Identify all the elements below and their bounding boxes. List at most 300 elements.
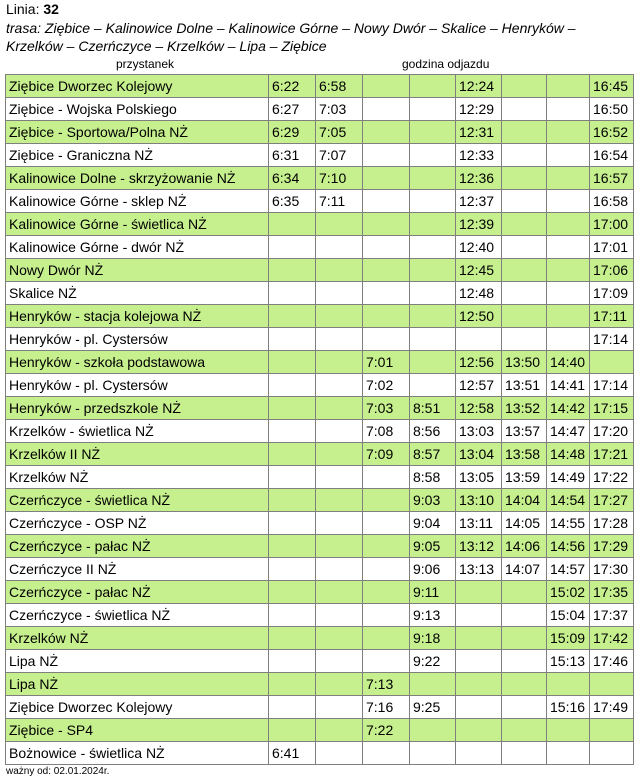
stop-name-cell: Krzelków - świetlica NŻ [6, 420, 269, 443]
departure-time-cell [410, 305, 456, 328]
departure-time-cell [547, 144, 590, 167]
departure-time-cell [316, 259, 363, 282]
departure-time-cell: 17:28 [590, 512, 634, 535]
departure-time-cell: 15:13 [547, 650, 590, 673]
departure-time-cell [456, 696, 502, 719]
departure-time-cell [590, 351, 634, 374]
departure-time-cell: 14:47 [547, 420, 590, 443]
departure-time-cell [269, 351, 316, 374]
table-row [6, 489, 634, 512]
departure-time-cell [547, 213, 590, 236]
departure-time-cell: 8:57 [410, 443, 456, 466]
departure-time-cell [363, 328, 410, 351]
departure-time-cell [269, 673, 316, 696]
departure-time-cell [410, 673, 456, 696]
table-row [6, 190, 634, 213]
table-row [6, 305, 634, 328]
table-row [6, 259, 634, 282]
departure-time-cell [363, 305, 410, 328]
departure-time-cell [269, 581, 316, 604]
departure-time-cell [502, 144, 547, 167]
departure-time-cell: 12:24 [456, 75, 502, 98]
departure-time-cell: 7:10 [316, 167, 363, 190]
departure-time-cell: 6:58 [316, 75, 363, 98]
departure-time-cell [502, 604, 547, 627]
departure-time-cell: 17:29 [590, 535, 634, 558]
stop-name-cell: Ziębice - Wojska Polskiego [6, 98, 269, 121]
departure-time-cell: 7:11 [316, 190, 363, 213]
departure-time-cell: 14:49 [547, 466, 590, 489]
stop-name-cell: Skalice NŻ [6, 282, 269, 305]
departure-time-cell [502, 696, 547, 719]
departure-time-cell [316, 627, 363, 650]
departure-time-cell [269, 466, 316, 489]
departure-time-cell [590, 673, 634, 696]
departure-time-cell [363, 144, 410, 167]
departure-time-cell: 17:49 [590, 696, 634, 719]
stop-name-cell: Czerńczyce - OSP NŻ [6, 512, 269, 535]
departure-time-cell: 6:29 [269, 121, 316, 144]
departure-time-cell [547, 282, 590, 305]
departure-time-cell [269, 489, 316, 512]
departure-time-cell: 12:50 [456, 305, 502, 328]
departure-time-cell [269, 305, 316, 328]
departure-time-cell [547, 328, 590, 351]
departure-time-cell [363, 581, 410, 604]
departure-time-cell [547, 259, 590, 282]
departure-time-cell: 9:04 [410, 512, 456, 535]
departure-time-cell: 17:46 [590, 650, 634, 673]
table-row [6, 282, 634, 305]
departure-time-cell [547, 742, 590, 765]
departure-time-cell: 12:36 [456, 167, 502, 190]
departure-time-cell [456, 627, 502, 650]
stop-name-cell: Nowy Dwór NŻ [6, 259, 269, 282]
departure-time-cell [547, 167, 590, 190]
departure-time-cell: 7:08 [363, 420, 410, 443]
stop-column-header: przystanek [116, 57, 175, 71]
departure-time-cell [502, 328, 547, 351]
departure-time-cell [502, 742, 547, 765]
departure-time-cell [316, 489, 363, 512]
stop-name-cell: Ziębice Dworzec Kolejowy [6, 696, 269, 719]
table-row [6, 466, 634, 489]
departure-time-cell [316, 213, 363, 236]
departure-time-cell: 17:20 [590, 420, 634, 443]
departure-time-cell [456, 719, 502, 742]
departure-time-cell: 14:04 [502, 489, 547, 512]
stop-name-cell: Kalinowice Górne - dwór NŻ [6, 236, 269, 259]
departure-time-cell: 13:05 [456, 466, 502, 489]
departure-time-cell: 17:37 [590, 604, 634, 627]
departure-time-cell: 15:16 [547, 696, 590, 719]
departure-time-cell [363, 512, 410, 535]
stop-name-cell: Henryków - pl. Cystersów [6, 374, 269, 397]
departure-time-cell: 14:55 [547, 512, 590, 535]
departure-time-cell: 9:13 [410, 604, 456, 627]
departure-time-cell [269, 627, 316, 650]
validity-note: ważny od: 02.01.2024r. [6, 766, 110, 777]
departure-time-cell: 17:06 [590, 259, 634, 282]
departure-time-cell [363, 650, 410, 673]
departure-time-cell: 6:41 [269, 742, 316, 765]
departure-time-cell [502, 190, 547, 213]
departure-time-cell [502, 673, 547, 696]
departure-time-cell [316, 581, 363, 604]
table-row [6, 512, 634, 535]
departure-time-cell [547, 673, 590, 696]
stop-name-cell: Henryków - szkoła podstawowa [6, 351, 269, 374]
departure-time-cell [316, 696, 363, 719]
departure-time-cell: 9:03 [410, 489, 456, 512]
departure-time-cell: 7:16 [363, 696, 410, 719]
departure-time-cell [269, 719, 316, 742]
departure-time-cell: 8:58 [410, 466, 456, 489]
departure-time-cell [456, 604, 502, 627]
table-row [6, 443, 634, 466]
stop-name-cell: Ziębice - SP4 [6, 719, 269, 742]
departure-time-cell [269, 236, 316, 259]
departure-time-cell [456, 650, 502, 673]
departure-time-cell: 12:37 [456, 190, 502, 213]
departure-time-cell [363, 466, 410, 489]
departure-time-cell: 8:56 [410, 420, 456, 443]
departure-time-cell: 14:57 [547, 558, 590, 581]
departure-time-cell: 16:58 [590, 190, 634, 213]
departure-time-cell [269, 443, 316, 466]
departure-time-cell [363, 213, 410, 236]
departure-time-cell [410, 236, 456, 259]
departure-time-cell: 12:45 [456, 259, 502, 282]
departure-time-cell: 7:09 [363, 443, 410, 466]
departure-time-cell: 6:34 [269, 167, 316, 190]
stop-name-cell: Henryków - pl. Cystersów [6, 328, 269, 351]
stop-name-cell: Lipa NŻ [6, 673, 269, 696]
departure-time-cell [316, 236, 363, 259]
departure-time-cell: 12:31 [456, 121, 502, 144]
departure-time-cell [410, 98, 456, 121]
table-row [6, 98, 634, 121]
departure-time-cell [410, 121, 456, 144]
table-row [6, 144, 634, 167]
departure-time-cell: 9:18 [410, 627, 456, 650]
departure-time-cell: 14:48 [547, 443, 590, 466]
departure-time-cell [363, 75, 410, 98]
departure-time-cell: 17:15 [590, 397, 634, 420]
departure-time-cell [363, 627, 410, 650]
departure-time-cell [410, 374, 456, 397]
departure-time-cell [502, 581, 547, 604]
departure-time-cell [410, 213, 456, 236]
departure-time-cell [456, 581, 502, 604]
departure-time-cell: 16:50 [590, 98, 634, 121]
stop-name-cell: Czerńczyce - świetlica NŻ [6, 604, 269, 627]
table-row [6, 75, 634, 98]
table-row [6, 719, 634, 742]
departure-time-cell [410, 259, 456, 282]
departure-time-cell [410, 190, 456, 213]
departure-time-cell: 14:40 [547, 351, 590, 374]
departure-column-header: godzina odjazdu [402, 57, 490, 71]
departure-time-cell: 7:07 [316, 144, 363, 167]
departure-time-cell: 17:21 [590, 443, 634, 466]
stop-name-cell: Ziębice - Graniczna NŻ [6, 144, 269, 167]
departure-time-cell [269, 604, 316, 627]
departure-time-cell [316, 604, 363, 627]
departure-time-cell: 6:35 [269, 190, 316, 213]
stop-name-cell: Czerńczyce - pałac NŻ [6, 581, 269, 604]
table-row [6, 742, 634, 765]
table-row [6, 558, 634, 581]
table-row [6, 696, 634, 719]
departure-time-cell [502, 236, 547, 259]
departure-time-cell [363, 190, 410, 213]
departure-time-cell [456, 328, 502, 351]
departure-time-cell [363, 98, 410, 121]
departure-time-cell: 7:03 [363, 397, 410, 420]
departure-time-cell [269, 213, 316, 236]
departure-time-cell [410, 167, 456, 190]
departure-time-cell: 13:58 [502, 443, 547, 466]
departure-time-cell: 16:52 [590, 121, 634, 144]
stop-name-cell: Kalinowice Dolne - skrzyżowanie NŻ [6, 167, 269, 190]
route-description: trasa: Ziębice – Kalinowice Dolne – Kalinowice Górne – Nowy Dwór – Skalice – Henryków – Krzelków – Czerńczyce – Krzelków – Lipa – Ziębice [6, 20, 576, 54]
stop-name-cell: Bożnowice - świetlica NŻ [6, 742, 269, 765]
departure-time-cell [269, 374, 316, 397]
departure-time-cell [410, 742, 456, 765]
departure-time-cell: 17:01 [590, 236, 634, 259]
departure-time-cell [590, 742, 634, 765]
departure-time-cell [269, 328, 316, 351]
departure-time-cell: 13:10 [456, 489, 502, 512]
departure-time-cell [316, 305, 363, 328]
departure-time-cell [410, 328, 456, 351]
departure-time-cell: 17:22 [590, 466, 634, 489]
departure-time-cell [502, 121, 547, 144]
departure-time-cell: 16:54 [590, 144, 634, 167]
table-row [6, 420, 634, 443]
stop-name-cell: Lipa NŻ [6, 650, 269, 673]
departure-time-cell [547, 190, 590, 213]
table-row [6, 236, 634, 259]
departure-time-cell: 9:06 [410, 558, 456, 581]
departure-time-cell [269, 696, 316, 719]
departure-time-cell: 14:06 [502, 535, 547, 558]
departure-time-cell: 8:51 [410, 397, 456, 420]
departure-time-cell [316, 374, 363, 397]
departure-time-cell [502, 167, 547, 190]
table-row [6, 121, 634, 144]
departure-time-cell: 14:07 [502, 558, 547, 581]
departure-time-cell [547, 719, 590, 742]
departure-time-cell [547, 98, 590, 121]
departure-time-cell [269, 512, 316, 535]
departure-time-cell [316, 742, 363, 765]
departure-time-cell [547, 75, 590, 98]
departure-time-cell [316, 443, 363, 466]
departure-time-cell [502, 75, 547, 98]
departure-time-cell: 17:14 [590, 328, 634, 351]
departure-time-cell [547, 121, 590, 144]
table-row [6, 213, 634, 236]
departure-time-cell [316, 673, 363, 696]
departure-time-cell: 16:45 [590, 75, 634, 98]
departure-time-cell [316, 282, 363, 305]
departure-time-cell [456, 742, 502, 765]
departure-time-cell: 13:04 [456, 443, 502, 466]
departure-time-cell [363, 121, 410, 144]
table-row [6, 351, 634, 374]
departure-time-cell: 13:51 [502, 374, 547, 397]
departure-time-cell: 17:11 [590, 305, 634, 328]
departure-time-cell [269, 535, 316, 558]
departure-time-cell [456, 673, 502, 696]
table-row [6, 167, 634, 190]
stop-name-cell: Czerńczyce II NŻ [6, 558, 269, 581]
departure-time-cell [547, 305, 590, 328]
departure-time-cell [502, 259, 547, 282]
stop-name-cell: Henryków - przedszkole NŻ [6, 397, 269, 420]
departure-time-cell [502, 98, 547, 121]
departure-time-cell: 13:59 [502, 466, 547, 489]
table-row [6, 535, 634, 558]
table-row [6, 581, 634, 604]
table-row [6, 604, 634, 627]
departure-time-cell [269, 420, 316, 443]
departure-time-cell [269, 282, 316, 305]
departure-time-cell [363, 489, 410, 512]
departure-time-cell [316, 351, 363, 374]
departure-time-cell: 13:52 [502, 397, 547, 420]
departure-time-cell: 9:05 [410, 535, 456, 558]
table-row [6, 374, 634, 397]
departure-time-cell [363, 558, 410, 581]
departure-time-cell: 17:09 [590, 282, 634, 305]
departure-time-cell: 13:12 [456, 535, 502, 558]
departure-time-cell: 7:13 [363, 673, 410, 696]
departure-time-cell: 7:22 [363, 719, 410, 742]
departure-time-cell: 15:09 [547, 627, 590, 650]
departure-time-cell [590, 719, 634, 742]
departure-time-cell: 7:05 [316, 121, 363, 144]
departure-time-cell [502, 282, 547, 305]
departure-time-cell: 14:56 [547, 535, 590, 558]
departure-time-cell [363, 167, 410, 190]
departure-time-cell: 14:42 [547, 397, 590, 420]
departure-time-cell: 12:56 [456, 351, 502, 374]
departure-time-cell [316, 650, 363, 673]
departure-time-cell: 13:13 [456, 558, 502, 581]
line-number: 32 [43, 1, 59, 17]
table-row [6, 328, 634, 351]
departure-time-cell: 13:57 [502, 420, 547, 443]
departure-time-cell [363, 259, 410, 282]
departure-time-cell [502, 627, 547, 650]
departure-time-cell: 17:42 [590, 627, 634, 650]
stop-name-cell: Henryków - stacja kolejowa NŻ [6, 305, 269, 328]
departure-time-cell: 17:14 [590, 374, 634, 397]
departure-time-cell: 9:11 [410, 581, 456, 604]
departure-time-cell: 17:00 [590, 213, 634, 236]
departure-time-cell [502, 213, 547, 236]
departure-time-cell [316, 420, 363, 443]
departure-time-cell: 13:50 [502, 351, 547, 374]
departure-time-cell: 15:02 [547, 581, 590, 604]
departure-time-cell: 12:39 [456, 213, 502, 236]
departure-time-cell [363, 535, 410, 558]
timetable [5, 74, 634, 765]
stop-name-cell: Czerńczyce - świetlica NŻ [6, 489, 269, 512]
stop-name-cell: Kalinowice Górne - sklep NŻ [6, 190, 269, 213]
departure-time-cell: 12:58 [456, 397, 502, 420]
departure-time-cell: 7:02 [363, 374, 410, 397]
departure-time-cell: 17:27 [590, 489, 634, 512]
departure-time-cell: 12:48 [456, 282, 502, 305]
departure-time-cell [410, 351, 456, 374]
departure-time-cell [316, 512, 363, 535]
stop-name-cell: Krzelków NŻ [6, 627, 269, 650]
departure-time-cell [502, 305, 547, 328]
departure-time-cell: 17:30 [590, 558, 634, 581]
departure-time-cell: 13:11 [456, 512, 502, 535]
departure-time-cell: 9:25 [410, 696, 456, 719]
departure-time-cell: 15:04 [547, 604, 590, 627]
departure-time-cell: 7:01 [363, 351, 410, 374]
departure-time-cell [269, 397, 316, 420]
line-label: Linia: [6, 1, 40, 17]
table-row [6, 627, 634, 650]
departure-time-cell: 16:57 [590, 167, 634, 190]
departure-time-cell [316, 535, 363, 558]
departure-time-cell [363, 742, 410, 765]
stop-name-cell: Czerńczyce - pałac NŻ [6, 535, 269, 558]
departure-time-cell [316, 558, 363, 581]
departure-time-cell [363, 282, 410, 305]
departure-time-cell [547, 236, 590, 259]
departure-time-cell [410, 75, 456, 98]
departure-time-cell [316, 328, 363, 351]
departure-time-cell: 14:05 [502, 512, 547, 535]
departure-time-cell [410, 719, 456, 742]
departure-time-cell [502, 719, 547, 742]
departure-time-cell [269, 259, 316, 282]
departure-time-cell: 12:57 [456, 374, 502, 397]
departure-time-cell: 14:41 [547, 374, 590, 397]
departure-time-cell: 6:31 [269, 144, 316, 167]
departure-time-cell: 6:22 [269, 75, 316, 98]
line-header [6, 0, 59, 18]
table-row [6, 673, 634, 696]
stop-name-cell: Kalinowice Górne - świetlica NŻ [6, 213, 269, 236]
stop-name-cell: Krzelków II NŻ [6, 443, 269, 466]
departure-time-cell: 12:40 [456, 236, 502, 259]
departure-time-cell: 14:54 [547, 489, 590, 512]
table-row [6, 397, 634, 420]
departure-time-cell: 7:03 [316, 98, 363, 121]
departure-time-cell [269, 558, 316, 581]
departure-time-cell: 6:27 [269, 98, 316, 121]
stop-name-cell: Ziębice Dworzec Kolejowy [6, 75, 269, 98]
departure-time-cell: 13:03 [456, 420, 502, 443]
stop-name-cell: Krzelków NŻ [6, 466, 269, 489]
departure-time-cell: 12:33 [456, 144, 502, 167]
departure-time-cell [316, 397, 363, 420]
departure-time-cell [316, 466, 363, 489]
departure-time-cell: 17:35 [590, 581, 634, 604]
departure-time-cell [316, 719, 363, 742]
departure-time-cell: 9:22 [410, 650, 456, 673]
stop-name-cell: Ziębice - Sportowa/Polna NŻ [6, 121, 269, 144]
